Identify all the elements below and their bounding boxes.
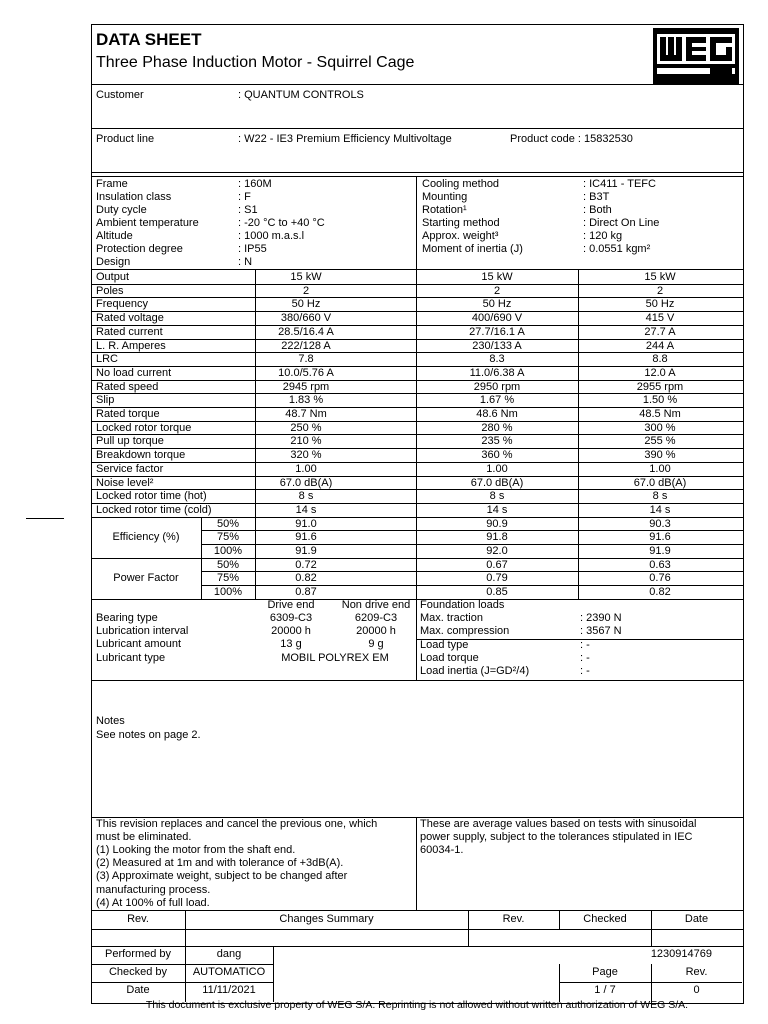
- perf-value: 400/690 V: [471, 312, 523, 325]
- drive-end-header: Drive end: [267, 598, 315, 611]
- efficiency-value: 91.8: [486, 531, 508, 544]
- date-header: Date: [684, 913, 709, 925]
- general-label: Approx. weight³: [422, 230, 499, 242]
- bearing-de: 6309-C3: [269, 611, 313, 624]
- perf-label: Poles: [96, 284, 124, 297]
- general-label: Altitude: [96, 230, 133, 242]
- perf-value: 250 %: [290, 421, 322, 434]
- bearing-de: 20000 h: [271, 625, 311, 638]
- date-value: 11/11/2021: [202, 984, 256, 996]
- perf-value: 8.8: [652, 353, 668, 366]
- perf-value: 1.00: [295, 462, 317, 475]
- perf-value: 1.00: [649, 462, 671, 475]
- perf-label: Noise level²: [96, 476, 154, 489]
- revision-note-line: manufacturing process.: [96, 883, 211, 896]
- perf-value: 67.0 dB(A): [279, 476, 333, 489]
- perf-value: 7.8: [298, 353, 314, 366]
- bearing-label: Lubricant amount: [96, 638, 181, 651]
- load-label: Load torque: [420, 652, 479, 665]
- product-line-label: Product line: [96, 133, 155, 145]
- perf-label: L. R. Amperes: [96, 339, 166, 352]
- efficiency-value: 91.6: [295, 531, 317, 544]
- perf-value: 50 Hz: [291, 298, 321, 311]
- changes-summary-header: Changes Summary: [279, 913, 374, 925]
- perf-value: 48.5 Nm: [639, 408, 681, 420]
- perf-value: 27.7 A: [644, 325, 676, 338]
- perf-label: Output: [96, 271, 130, 283]
- general-label: Insulation class: [96, 191, 172, 203]
- bearing-nde: 6209-C3: [354, 611, 398, 624]
- perf-value: 2: [656, 284, 664, 297]
- perf-value: 8 s: [652, 490, 668, 503]
- checked-by-label: Checked by: [108, 966, 168, 978]
- col-line: [578, 270, 579, 599]
- general-label: Protection degree: [96, 243, 183, 255]
- perf-value: 1.67 %: [479, 394, 515, 407]
- perf-label: Slip: [96, 394, 115, 407]
- notes-title: Notes: [96, 715, 125, 727]
- general-value: : IP55: [238, 243, 267, 255]
- general-label: Duty cycle: [96, 204, 147, 216]
- general-label: Rotation¹: [422, 204, 467, 216]
- margin-mark: [26, 518, 64, 519]
- perf-value: 50 Hz: [645, 298, 675, 311]
- perf-value: 415 V: [645, 312, 675, 325]
- perf-value: 360 %: [481, 449, 513, 462]
- perf-label: Locked rotor torque: [96, 421, 192, 434]
- perf-label: Rated current: [96, 325, 163, 338]
- rev2-header: Rev.: [502, 913, 525, 925]
- perf-value: 280 %: [481, 421, 513, 434]
- perf-value: 235 %: [481, 435, 513, 448]
- notes-text: See notes on page 2.: [96, 729, 201, 741]
- power_factor-label: Power Factor: [113, 572, 179, 585]
- doc-number: 1230914769: [650, 948, 712, 960]
- row-line: [91, 680, 743, 681]
- perf-value: 10.0/5.76 A: [278, 366, 334, 379]
- foundation-value: : 3567 N: [580, 625, 622, 638]
- bearing-label: Bearing type: [96, 611, 158, 624]
- perf-value: 1.83 %: [288, 394, 324, 407]
- perf-value: 210 %: [290, 435, 322, 448]
- load-percent: 100%: [213, 545, 243, 557]
- perf-value: 2950 rpm: [473, 380, 521, 393]
- general-label: Mounting: [422, 191, 468, 203]
- perf-value: 15 kW: [290, 271, 322, 283]
- general-value: : B3T: [583, 191, 610, 203]
- perf-value: 67.0 dB(A): [633, 476, 687, 489]
- general-value: : Both: [583, 204, 612, 216]
- load-percent: 75%: [216, 531, 240, 544]
- lubricant-type-value: MOBIL POLYREX EM: [281, 651, 389, 664]
- date-label: Date: [126, 984, 150, 996]
- perf-value: 8 s: [489, 490, 505, 503]
- perf-label: Breakdown torque: [96, 449, 186, 462]
- general-label: Starting method: [422, 217, 500, 229]
- efficiency-value: 92.0: [486, 545, 508, 557]
- power_factor-value: 0.87: [295, 586, 317, 599]
- customer-label: Customer: [96, 89, 144, 101]
- perf-label: LRC: [96, 353, 119, 366]
- performed-by-label: Performed by: [104, 948, 172, 960]
- efficiency-value: 91.6: [649, 531, 671, 544]
- foundation-title: Foundation loads: [420, 598, 505, 611]
- tolerance-note-line: 60034-1.: [420, 844, 464, 857]
- perf-value: 320 %: [290, 449, 322, 462]
- power_factor-value: 0.67: [486, 558, 508, 571]
- perf-value: 48.7 Nm: [285, 408, 327, 420]
- revision-note-line: (1) Looking the motor from the shaft end.: [96, 844, 296, 857]
- perf-value: 50 Hz: [482, 298, 512, 311]
- weg-logo: [653, 28, 739, 84]
- bearing-nde: 20000 h: [356, 625, 396, 638]
- perf-value: 14 s: [649, 503, 671, 516]
- power_factor-value: 0.72: [295, 558, 317, 571]
- power_factor-value: 0.82: [649, 586, 671, 599]
- page-title: DATA SHEET: [96, 30, 202, 49]
- tolerance-note-line: These are average values based on tests with sinusoidal: [420, 818, 697, 830]
- general-label: Frame: [96, 178, 128, 190]
- perf-value: 27.7/16.1 A: [469, 325, 525, 338]
- load-percent: 100%: [213, 586, 243, 599]
- perf-value: 300 %: [644, 421, 676, 434]
- efficiency-value: 90.9: [486, 517, 508, 530]
- foundation-label: Max. traction: [420, 611, 483, 624]
- perf-value: 2: [493, 284, 501, 297]
- disclaimer: This document is exclusive property of WEG S/A. Reprinting is not allowed without written authorization of WEG S/A.: [145, 999, 689, 1011]
- efficiency-value: 91.9: [295, 545, 317, 557]
- revision-note-line: must be eliminated.: [96, 831, 192, 844]
- revision-note-line: (2) Measured at 1m and with tolerance of +3dB(A).: [96, 857, 344, 870]
- perf-value: 244 A: [645, 339, 675, 352]
- tolerance-note-line: power supply, subject to the tolerances stipulated in IEC: [420, 831, 693, 844]
- non-drive-end-header: Non drive end: [341, 598, 411, 611]
- load-percent: 50%: [216, 517, 240, 530]
- perf-value: 14 s: [295, 503, 317, 516]
- perf-label: No load current: [96, 366, 172, 379]
- perf-value: 67.0 dB(A): [470, 476, 524, 489]
- power_factor-value: 0.79: [486, 572, 508, 585]
- load-label: Load inertia (J=GD²/4): [420, 665, 530, 678]
- lubricant-type-label: Lubricant type: [96, 651, 166, 664]
- general-value: : Direct On Line: [583, 217, 660, 229]
- general-label: Cooling method: [422, 178, 500, 190]
- general-label: Moment of inertia (J): [422, 243, 523, 255]
- perf-value: 11.0/6.38 A: [469, 366, 525, 379]
- power_factor-value: 0.82: [295, 572, 317, 585]
- power_factor-value: 0.63: [649, 558, 671, 571]
- power_factor-value: 0.76: [649, 572, 671, 585]
- efficiency-label: Efficiency (%): [112, 531, 180, 544]
- perf-value: 2: [302, 284, 310, 297]
- col-line: [416, 270, 417, 599]
- row-line: [91, 599, 743, 600]
- perf-label: Rated voltage: [96, 312, 164, 325]
- rev-number: 0: [693, 984, 700, 996]
- general-value: : F: [238, 191, 251, 203]
- revision-note-line: (4) At 100% of full load.: [96, 896, 210, 909]
- page-subtitle: Three Phase Induction Motor - Squirrel Cage: [96, 54, 415, 71]
- bearing-nde: 9 g: [368, 638, 384, 651]
- perf-label: Rated speed: [96, 380, 159, 393]
- load-value: : -: [580, 652, 590, 665]
- general-value: : 120 kg: [583, 230, 623, 242]
- perf-label: Pull up torque: [96, 435, 164, 448]
- revision-note-line: (3) Approximate weight, subject to be changed after: [96, 870, 348, 883]
- perf-value: 1.00: [486, 462, 508, 475]
- efficiency-value: 91.0: [295, 517, 317, 530]
- col-line: [201, 517, 202, 599]
- perf-label: Frequency: [96, 298, 148, 311]
- load-percent: 75%: [216, 572, 240, 585]
- perf-value: 14 s: [486, 503, 508, 516]
- load-value: : -: [580, 665, 590, 678]
- perf-value: 1.50 %: [642, 394, 678, 407]
- foundation-value: : 2390 N: [580, 611, 622, 624]
- perf-value: 2955 rpm: [636, 380, 684, 393]
- rev-header: Rev.: [127, 913, 149, 925]
- perf-label: Locked rotor time (hot): [96, 490, 207, 503]
- power_factor-value: 0.85: [486, 586, 508, 599]
- checked-by-value: AUTOMATICO: [192, 966, 266, 978]
- efficiency-value: 90.3: [649, 517, 671, 530]
- perf-value: 2945 rpm: [282, 380, 330, 393]
- product-code: Product code : 15832530: [510, 133, 633, 145]
- perf-value: 230/133 A: [472, 339, 522, 352]
- perf-value: 255 %: [644, 435, 676, 448]
- perf-value: 8 s: [298, 490, 314, 503]
- general-value: : 1000 m.a.s.l: [238, 230, 305, 242]
- perf-value: 8.3: [489, 353, 505, 366]
- general-value: : -20 °C to +40 °C: [238, 217, 325, 229]
- perf-label: Rated torque: [96, 408, 160, 420]
- perf-value: 28.5/16.4 A: [278, 325, 334, 338]
- general-value: : 160M: [238, 178, 272, 190]
- performed-by-value: dang: [216, 948, 242, 960]
- perf-value: 222/128 A: [281, 339, 331, 352]
- perf-value: 380/660 V: [280, 312, 332, 325]
- perf-value: 15 kW: [481, 271, 513, 283]
- rev-label: Rev.: [685, 966, 708, 978]
- general-label: Design: [96, 256, 131, 268]
- general-value: : 0.0551 kgm²: [583, 243, 651, 255]
- page-label: Page: [592, 966, 618, 978]
- perf-value: 48.6 Nm: [476, 408, 518, 420]
- bearing-label: Lubrication interval: [96, 625, 189, 638]
- load-value: : -: [580, 638, 590, 651]
- perf-label: Service factor: [96, 462, 164, 475]
- product-line-value: : W22 - IE3 Premium Efficiency Multivoltage: [238, 133, 452, 145]
- perf-value: 15 kW: [644, 271, 676, 283]
- page-number: 1 / 7: [594, 984, 616, 996]
- general-value: : IC411 - TEFC: [583, 178, 656, 190]
- load-label: Load type: [420, 638, 469, 651]
- customer-value: : QUANTUM CONTROLS: [238, 89, 364, 101]
- perf-label: Locked rotor time (cold): [96, 503, 212, 516]
- perf-value: 12.0 A: [644, 366, 676, 379]
- load-percent: 50%: [216, 558, 240, 571]
- general-value: : S1: [238, 204, 258, 216]
- bearing-de: 13 g: [280, 638, 302, 651]
- perf-value: 390 %: [644, 449, 676, 462]
- revision-note-line: This revision replaces and cancel the previous one, which: [96, 818, 378, 830]
- foundation-label: Max. compression: [420, 625, 510, 638]
- checked-header: Checked: [583, 913, 627, 925]
- general-label: Ambient temperature: [96, 217, 199, 229]
- efficiency-value: 91.9: [649, 545, 671, 557]
- col-line: [416, 599, 417, 680]
- general-value: : N: [238, 256, 253, 268]
- col-line: [255, 270, 256, 599]
